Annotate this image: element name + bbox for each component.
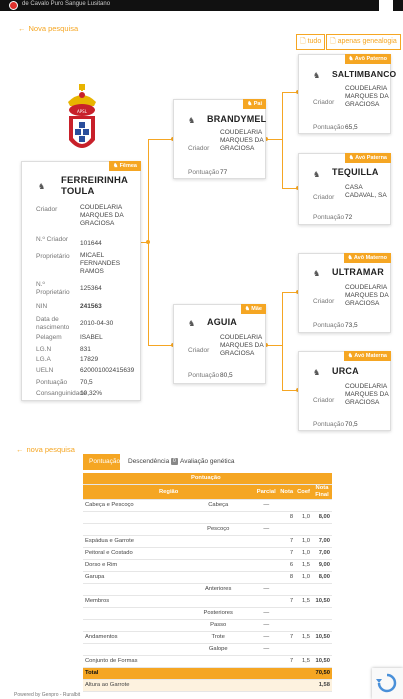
table-row [83, 631, 332, 643]
nota-final-cell [312, 619, 332, 631]
sub-region-cell: Posteriores [182, 607, 254, 619]
nota-final-cell: 10,50 [312, 631, 332, 643]
sub-region-cell: Passo [182, 619, 254, 631]
region-cell: Membros [83, 595, 182, 607]
main-horse-field-label: LG.N [36, 346, 52, 353]
table-row [83, 499, 332, 511]
main-horse-field-value: ISABEL [80, 334, 103, 341]
sub-region-cell [182, 595, 254, 607]
nota-cell [278, 523, 295, 535]
table-row [83, 607, 332, 619]
connector [282, 292, 283, 390]
coef-cell: 1,0 [295, 511, 312, 523]
nota-final-cell [312, 583, 332, 595]
connector [148, 345, 173, 346]
genealogia-label: apenas genealogia [337, 38, 397, 45]
main-horse-field-value: 101644 [80, 240, 102, 247]
mae-card[interactable] [173, 304, 266, 384]
nova-pesquisa-label: nova pesquisa [26, 445, 75, 454]
criador-label: Criador [313, 194, 335, 201]
coef-cell [295, 607, 312, 619]
horse-icon: ♞ [347, 255, 353, 261]
criador-value: COUDELARIA MARQUES DA GRACIOSA [220, 129, 264, 152]
horse-icon: ♞ [247, 101, 253, 107]
horse-icon: ♞ [348, 155, 354, 161]
file-icon: 🗋 [300, 38, 306, 45]
nota-final-cell: 7,00 [312, 547, 332, 559]
tudo-label: tudo [307, 38, 322, 45]
table-row [83, 571, 332, 583]
nota-final-cell: 9,00 [312, 559, 332, 571]
nota-cell [278, 643, 295, 655]
nova-pesquisa-link-bottom[interactable] [16, 445, 75, 454]
region-cell: Garupa [83, 571, 182, 583]
main-horse-field-value: 620001002415639 [80, 367, 135, 374]
pontuacao-label: Pontuação [313, 124, 345, 131]
parcial-cell [254, 547, 278, 559]
pontuacao-value: 72 [345, 214, 353, 221]
badge-label: Fêmea [119, 163, 137, 169]
table-row [83, 511, 332, 523]
table-row [83, 655, 332, 667]
horse-icon: ♞ [313, 170, 321, 179]
badge-label: Mãe [251, 306, 262, 312]
coef-cell [295, 523, 312, 535]
criador-value: COUDELARIA MARQUES DA GRACIOSA [345, 85, 389, 108]
main-horse-field-value: MICAEL FERNANDES RAMOS [80, 252, 121, 275]
nota-final-cell [312, 523, 332, 535]
nota-final-cell: 10,50 [312, 655, 332, 667]
main-horse-field-label: Proprietário [36, 253, 70, 260]
pontuacao-label: Pontuação [313, 214, 345, 221]
criador-label: Criador [313, 397, 335, 404]
region-cell: Conjunto de Formas [83, 655, 182, 667]
coef-cell [295, 583, 312, 595]
parcial-cell: — [254, 583, 278, 595]
criador-label: Criador [313, 298, 335, 305]
region-cell [83, 583, 182, 595]
nota-cell [278, 619, 295, 631]
criador-value: COUDELARIA MARQUES DA GRACIOSA [220, 334, 264, 357]
pontuacao-value: 70,5 [345, 421, 358, 428]
region-cell [83, 523, 182, 535]
svg-text:APSL: APSL [77, 109, 87, 114]
nota-cell: 8 [278, 511, 295, 523]
horse-name: FERREIRINHA TOULA [61, 175, 128, 197]
coef-cell: 1,5 [295, 655, 312, 667]
pontuacao-label: Pontuação [313, 421, 345, 428]
avo-name: ULTRAMAR [332, 267, 384, 277]
region-cell: Andamentos [83, 631, 182, 643]
region-cell [83, 619, 182, 631]
apsl-crest-icon [62, 84, 102, 162]
region-cell: Cabeça e Pescoço [83, 499, 182, 511]
coef-cell: 1,0 [295, 535, 312, 547]
sub-region-cell: Trote [182, 631, 254, 643]
recaptcha-icon [372, 668, 403, 699]
sub-region-cell [182, 655, 254, 667]
altura-label: Altura ao Garrote [83, 679, 312, 691]
nova-pesquisa-label: Nova pesquisa [28, 24, 79, 33]
main-horse-field-label: Pontuação [36, 379, 68, 386]
nota-cell [278, 583, 295, 595]
connector [148, 139, 149, 345]
horse-icon: ♞ [348, 56, 354, 62]
nota-final-cell [312, 643, 332, 655]
avo-name: URCA [332, 366, 359, 376]
sub-region-cell: Anteriores [182, 583, 254, 595]
sex-badge [109, 161, 141, 171]
horse-icon: ♞ [188, 116, 196, 125]
table-row [83, 595, 332, 607]
avo-paterno-card[interactable] [298, 54, 397, 134]
criador-label: Criador [188, 347, 210, 354]
main-horse-field-label: Data de nascimento [36, 316, 70, 331]
criador-value: CASA CADAVAL, SA [345, 184, 387, 199]
horse-icon: ♞ [313, 269, 321, 278]
region-cell: Espádua e Garrote [83, 535, 182, 547]
sub-region-cell: Cabeça [182, 499, 254, 511]
sub-region-cell [182, 559, 254, 571]
parcial-cell: — [254, 499, 278, 511]
criador-label: Criador [313, 99, 335, 106]
sub-region-cell: Galope [182, 643, 254, 655]
parcial-cell [254, 511, 278, 523]
nota-cell: 7 [278, 547, 295, 559]
table-row [83, 535, 332, 547]
parcial-cell: — [254, 643, 278, 655]
coef-cell [295, 643, 312, 655]
sub-region-cell [182, 535, 254, 547]
main-horse-field-value: 10,32% [80, 390, 103, 397]
file-icon: 🗋 [330, 38, 336, 45]
region-cell: Dorso e Rim [83, 559, 182, 571]
avo-materna-card[interactable] [298, 351, 391, 431]
mae-badge [241, 304, 266, 314]
avo-badge [345, 54, 391, 64]
horse-icon: ♞ [113, 163, 119, 169]
altura-row [83, 679, 332, 691]
arrow-left-icon: ← [16, 445, 24, 454]
coef-cell [295, 499, 312, 511]
main-horse-field-label: Consanguinidade [36, 390, 87, 397]
coef-cell: 1,5 [295, 559, 312, 571]
sub-region-cell [182, 571, 254, 583]
total-row [83, 667, 332, 679]
badge-label: Pai [253, 101, 262, 107]
brand-logo-icon[interactable] [9, 1, 18, 10]
table-row [83, 619, 332, 631]
criador-value: COUDELARIA MARQUES DA GRACIOSA [345, 284, 389, 307]
parcial-cell [254, 535, 278, 547]
main-horse-field-label: N.º Proprietário [36, 281, 70, 296]
tab-descendencia-label: Descendência [128, 458, 170, 465]
nota-cell [278, 499, 295, 511]
nota-final-cell: 8,00 [312, 571, 332, 583]
nota-final-cell: 8,00 [312, 511, 332, 523]
criador-value: COUDELARIA MARQUES DA GRACIOSA [345, 383, 389, 406]
pai-card[interactable] [173, 99, 266, 179]
coef-cell: 1,0 [295, 571, 312, 583]
pai-badge [243, 99, 266, 109]
main-horse-field-value: 241563 [80, 303, 102, 310]
score-table [83, 473, 332, 692]
altura-value: 1,58 [312, 679, 332, 691]
horse-icon: ♞ [313, 368, 321, 377]
parcial-cell [254, 559, 278, 571]
parcial-cell: — [254, 523, 278, 535]
nota-cell: 7 [278, 535, 295, 547]
sub-region-cell [182, 547, 254, 559]
nota-cell: 7 [278, 595, 295, 607]
main-horse-field-label: LG.A [36, 356, 51, 363]
pai-name: BRANDYMEL [207, 114, 267, 124]
parcial-cell [254, 595, 278, 607]
main-horse-field-label: NIN [36, 303, 48, 310]
horse-icon: ♞ [347, 353, 353, 359]
count-badge: 0 [173, 457, 176, 464]
main-horse-field-label: N.º Criador [36, 236, 68, 243]
table-row [83, 583, 332, 595]
col-coef: Coef [295, 484, 312, 499]
avo-name: SALTIMBANCO [332, 69, 397, 79]
nota-cell: 6 [278, 559, 295, 571]
pontuacao-value: 80,5 [220, 372, 233, 379]
mae-name: AGUIA [207, 317, 237, 327]
sub-region-cell: Pescoço [182, 523, 254, 535]
avo-badge [344, 253, 391, 263]
total-label: Total [83, 667, 312, 679]
badge-label: Avó Materna [354, 353, 387, 359]
sub-region-cell [182, 511, 254, 523]
total-value: 70,50 [312, 667, 332, 679]
main-horse-field-value: 125364 [80, 285, 102, 292]
nova-pesquisa-link[interactable] [18, 24, 78, 33]
region-cell [83, 607, 182, 619]
region-cell [83, 643, 182, 655]
tab-pontuacao[interactable]: Pontuação [83, 454, 120, 470]
parcial-cell: — [254, 619, 278, 631]
pontuacao-value: 77 [220, 169, 228, 176]
footer-credit[interactable]: Powered by Genpro - Ruralbit [14, 692, 81, 698]
col-parcial: Parcial [254, 484, 278, 499]
horse-icon: ♞ [244, 306, 250, 312]
avo-paterna-card[interactable] [298, 153, 391, 225]
criador-label: Criador [188, 145, 210, 152]
parcial-cell [254, 571, 278, 583]
pontuacao-label: Pontuação [313, 322, 345, 329]
connector [266, 139, 282, 140]
nota-final-cell [312, 499, 332, 511]
tab-avaliacao-genetica[interactable]: Avaliação genética [180, 458, 235, 465]
col-regiao: Região [83, 484, 254, 499]
nota-cell: 7 [278, 655, 295, 667]
avo-name: TEQUILLA [332, 167, 379, 177]
region-cell [83, 511, 182, 523]
tab-descendencia[interactable] [122, 454, 176, 470]
horse-icon: ♞ [38, 182, 46, 191]
badge-label: Avô Paterno [354, 56, 387, 62]
nota-cell [278, 607, 295, 619]
menu-button[interactable] [379, 0, 393, 11]
table-row [83, 643, 332, 655]
coef-cell: 1,0 [295, 547, 312, 559]
table-row [83, 547, 332, 559]
parcial-cell [254, 655, 278, 667]
main-horse-field-label: UELN [36, 367, 54, 374]
main-horse-field-value: 2010-04-30 [80, 320, 114, 327]
nota-cell: 7 [278, 631, 295, 643]
main-horse-field-value: 17829 [80, 356, 99, 363]
recaptcha-badge[interactable] [372, 668, 403, 699]
table-head-pontuacao: Pontuação [83, 473, 332, 484]
arrow-left-icon: ← [18, 24, 26, 33]
table-row [83, 559, 332, 571]
main-horse-field-value: 70,5 [80, 379, 93, 386]
nota-final-cell: 10,50 [312, 595, 332, 607]
main-horse-field-value: 831 [80, 346, 91, 353]
apenas-genealogia-button[interactable] [326, 34, 401, 50]
avo-materno-card[interactable] [298, 253, 391, 333]
top-bar [0, 0, 403, 11]
horse-icon: ♞ [313, 71, 321, 80]
col-nota: Nota [278, 484, 295, 499]
coef-cell [295, 619, 312, 631]
pontuacao-label: Pontuação [188, 169, 220, 176]
parcial-cell: — [254, 607, 278, 619]
connector [148, 139, 173, 140]
horse-icon: ♞ [188, 319, 196, 328]
nota-cell: 8 [278, 571, 295, 583]
top-bar-title: de Cavalo Puro Sangue Lusitano [22, 1, 111, 7]
pontuacao-label: Pontuação [188, 372, 220, 379]
nota-final-cell [312, 607, 332, 619]
badge-label: Avó Paterna [355, 155, 387, 161]
main-horse-field-label: Criador [36, 206, 58, 213]
nota-final-cell: 7,00 [312, 535, 332, 547]
parcial-cell: — [254, 631, 278, 643]
tudo-button[interactable] [296, 34, 325, 50]
connector [282, 92, 283, 188]
pontuacao-value: 73,5 [345, 322, 358, 329]
coef-cell: 1,5 [295, 595, 312, 607]
region-cell: Peitoral e Costado [83, 547, 182, 559]
table-row [83, 523, 332, 535]
pontuacao-value: 65,5 [345, 124, 358, 131]
avo-badge [344, 351, 391, 361]
main-horse-field-label: Pelagem [36, 334, 62, 341]
main-horse-field-value: COUDELARIA MARQUES DA GRACIOSA [80, 204, 124, 227]
badge-label: Avô Materno [353, 255, 387, 261]
connector [266, 345, 282, 346]
avo-badge [345, 153, 391, 163]
coef-cell: 1,5 [295, 631, 312, 643]
col-nota-final: Nota Final [312, 484, 332, 499]
